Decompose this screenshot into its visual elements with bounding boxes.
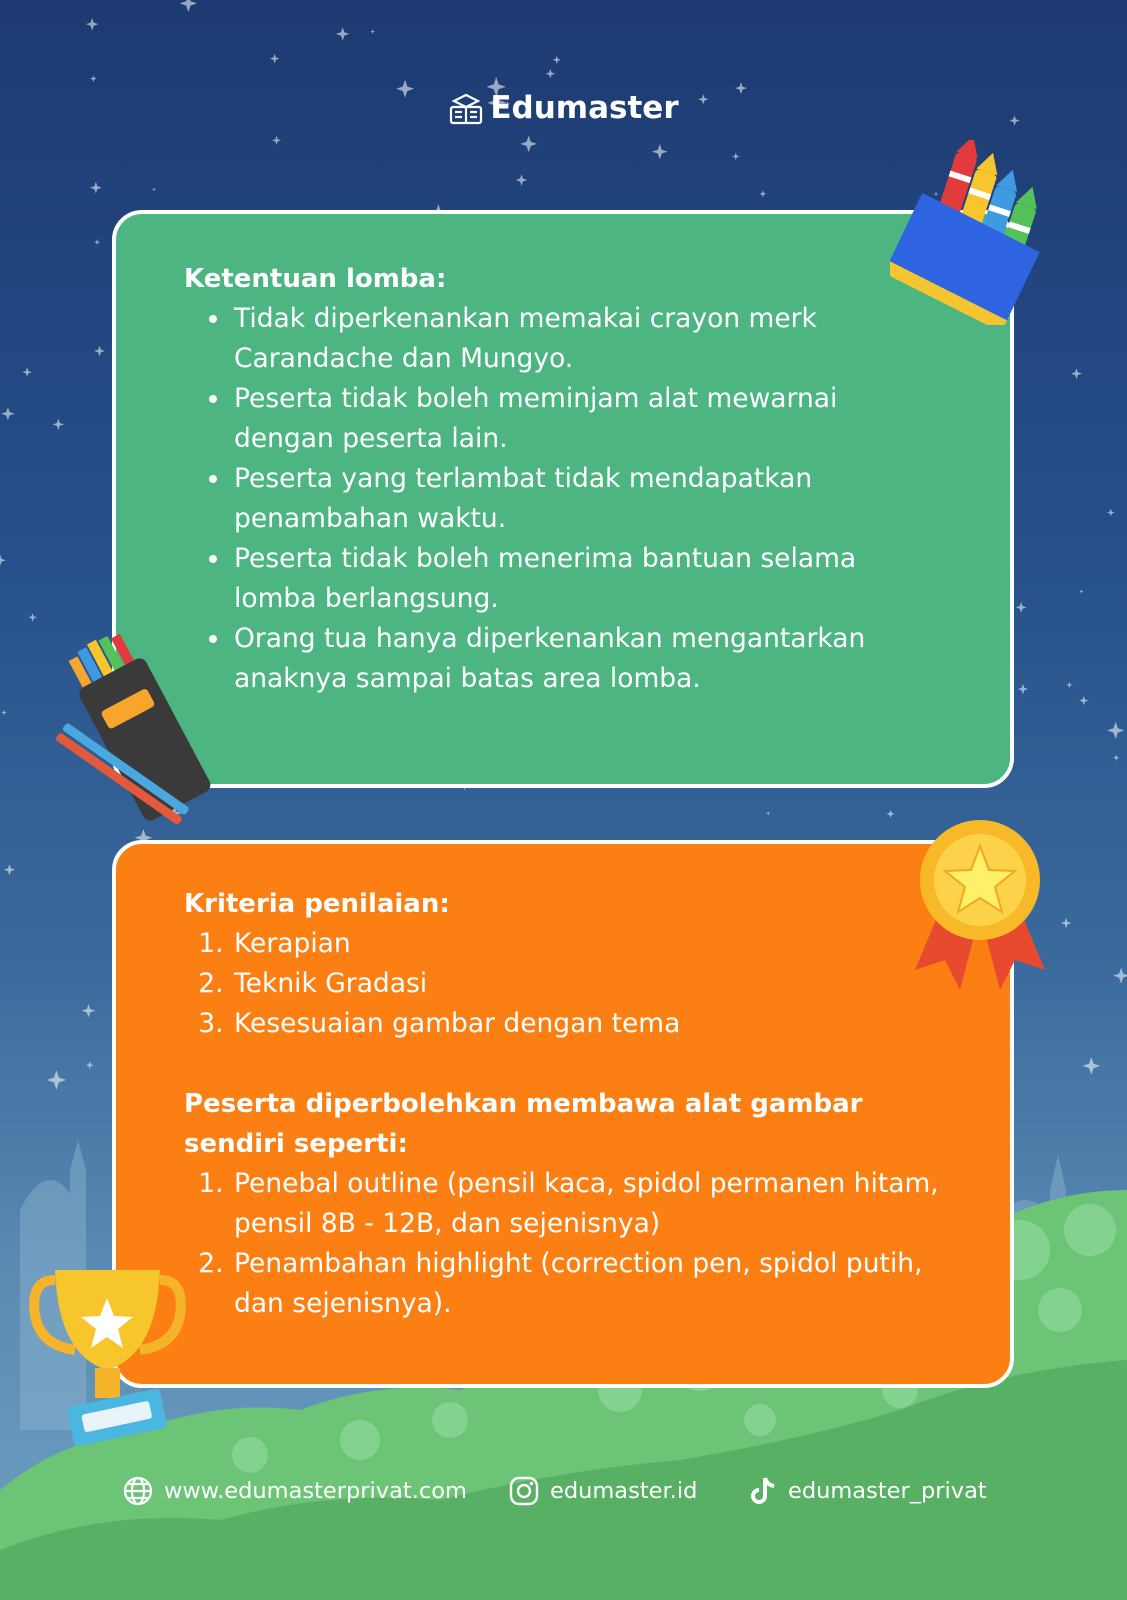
- star-shape: [90, 75, 97, 82]
- star-shape: [553, 56, 561, 64]
- star-shape: [732, 153, 740, 161]
- tiktok-icon: [748, 1475, 778, 1507]
- star-shape: [270, 54, 280, 64]
- footer: [0, 1466, 1127, 1516]
- footer-instagram[interactable]: [508, 1466, 697, 1516]
- star-shape: [90, 182, 102, 194]
- star-shape: [1066, 682, 1072, 688]
- brand-name: Edumaster: [490, 90, 679, 126]
- list-item: • Tidak diperkenankan memakai crayon merk Carandache dan Mungyo.: [232, 299, 944, 379]
- rules-card: [112, 210, 1014, 788]
- star-shape: [370, 29, 375, 34]
- star-shape: [1107, 509, 1115, 517]
- footer-website[interactable]: [122, 1466, 467, 1516]
- star-shape: [180, 0, 197, 12]
- star-shape: [1071, 368, 1082, 379]
- brand-header: [0, 90, 1127, 126]
- footer-tiktok[interactable]: [748, 1466, 987, 1516]
- star-shape: [4, 864, 15, 875]
- star-shape: [28, 613, 36, 621]
- star-shape: [22, 367, 32, 377]
- list-item: 1. Kerapian: [232, 924, 944, 964]
- list-item: 2. Penambahan highlight (correction pen, spidol putih, dan sejenisnya).: [232, 1244, 944, 1324]
- instagram-handle[interactable]: edumaster.id: [550, 1478, 698, 1504]
- star-shape: [1061, 918, 1072, 929]
- star-shape: [759, 190, 766, 197]
- star-shape: [82, 1004, 95, 1017]
- criteria-heading: Kriteria penilaian:: [184, 889, 450, 919]
- star-shape: [545, 69, 555, 79]
- school-book-icon: [448, 91, 484, 125]
- star-shape: [336, 27, 350, 41]
- star-shape: [86, 1061, 94, 1069]
- star-shape: [1107, 722, 1124, 739]
- star-shape: [94, 346, 105, 357]
- star-shape: [520, 136, 537, 153]
- star-shape: [1, 407, 14, 420]
- colored-pencils-icon: [45, 625, 230, 825]
- star-shape: [1079, 589, 1084, 594]
- star-shape: [86, 18, 99, 31]
- star-shape: [1, 710, 7, 716]
- list-item: 3. Kesesuaian gambar dengan tema: [232, 1004, 944, 1044]
- list-item: 1. Penebal outline (pensil kaca, spidol permanen hitam, pensil 8B - 12B, dan sejenisnya): [232, 1164, 944, 1244]
- globe-icon: [122, 1475, 154, 1507]
- star-shape: [652, 144, 667, 159]
- star-shape: [0, 555, 6, 566]
- list-item: • Peserta tidak boleh meminjam alat mewarnai dengan peserta lain.: [232, 379, 944, 459]
- star-shape: [272, 136, 281, 145]
- rules-heading: Ketentuan lomba:: [184, 264, 447, 294]
- criteria-list: [184, 924, 944, 1044]
- star-shape: [94, 239, 100, 245]
- instagram-icon: [508, 1475, 540, 1507]
- list-item: • Orang tua hanya diperkenankan mengantarkan anaknya sampai batas area lomba.: [232, 619, 944, 699]
- medal-icon: [905, 810, 1055, 995]
- star-shape: [1018, 684, 1028, 694]
- star-shape: [1113, 968, 1127, 984]
- criteria-card: [112, 840, 1014, 1388]
- star-shape: [152, 187, 156, 191]
- star-shape: [1016, 602, 1027, 613]
- list-item: 2. Teknik Gradasi: [232, 964, 944, 1004]
- tools-heading: Peserta diperbolehkan membawa alat gambar sendiri seperti:: [184, 1089, 863, 1159]
- list-item: • Peserta yang terlambat tidak mendapatkan penambahan waktu.: [232, 459, 944, 539]
- rules-list: [184, 299, 944, 699]
- website-link[interactable]: www.edumasterprivat.com: [164, 1478, 467, 1504]
- star-shape: [53, 419, 64, 430]
- star-shape: [47, 1070, 67, 1090]
- star-shape: [1079, 696, 1088, 705]
- tiktok-handle[interactable]: edumaster_privat: [788, 1478, 987, 1504]
- star-shape: [1113, 754, 1119, 760]
- crayon-box-icon: [890, 140, 1050, 325]
- tools-list: [184, 1164, 944, 1324]
- star-shape: [766, 811, 770, 815]
- list-item: • Peserta tidak boleh menerima bantuan selama lomba berlangsung.: [232, 539, 944, 619]
- trophy-icon: [25, 1260, 190, 1445]
- star-shape: [516, 174, 528, 186]
- star-shape: [886, 810, 894, 818]
- star-shape: [1082, 1057, 1100, 1075]
